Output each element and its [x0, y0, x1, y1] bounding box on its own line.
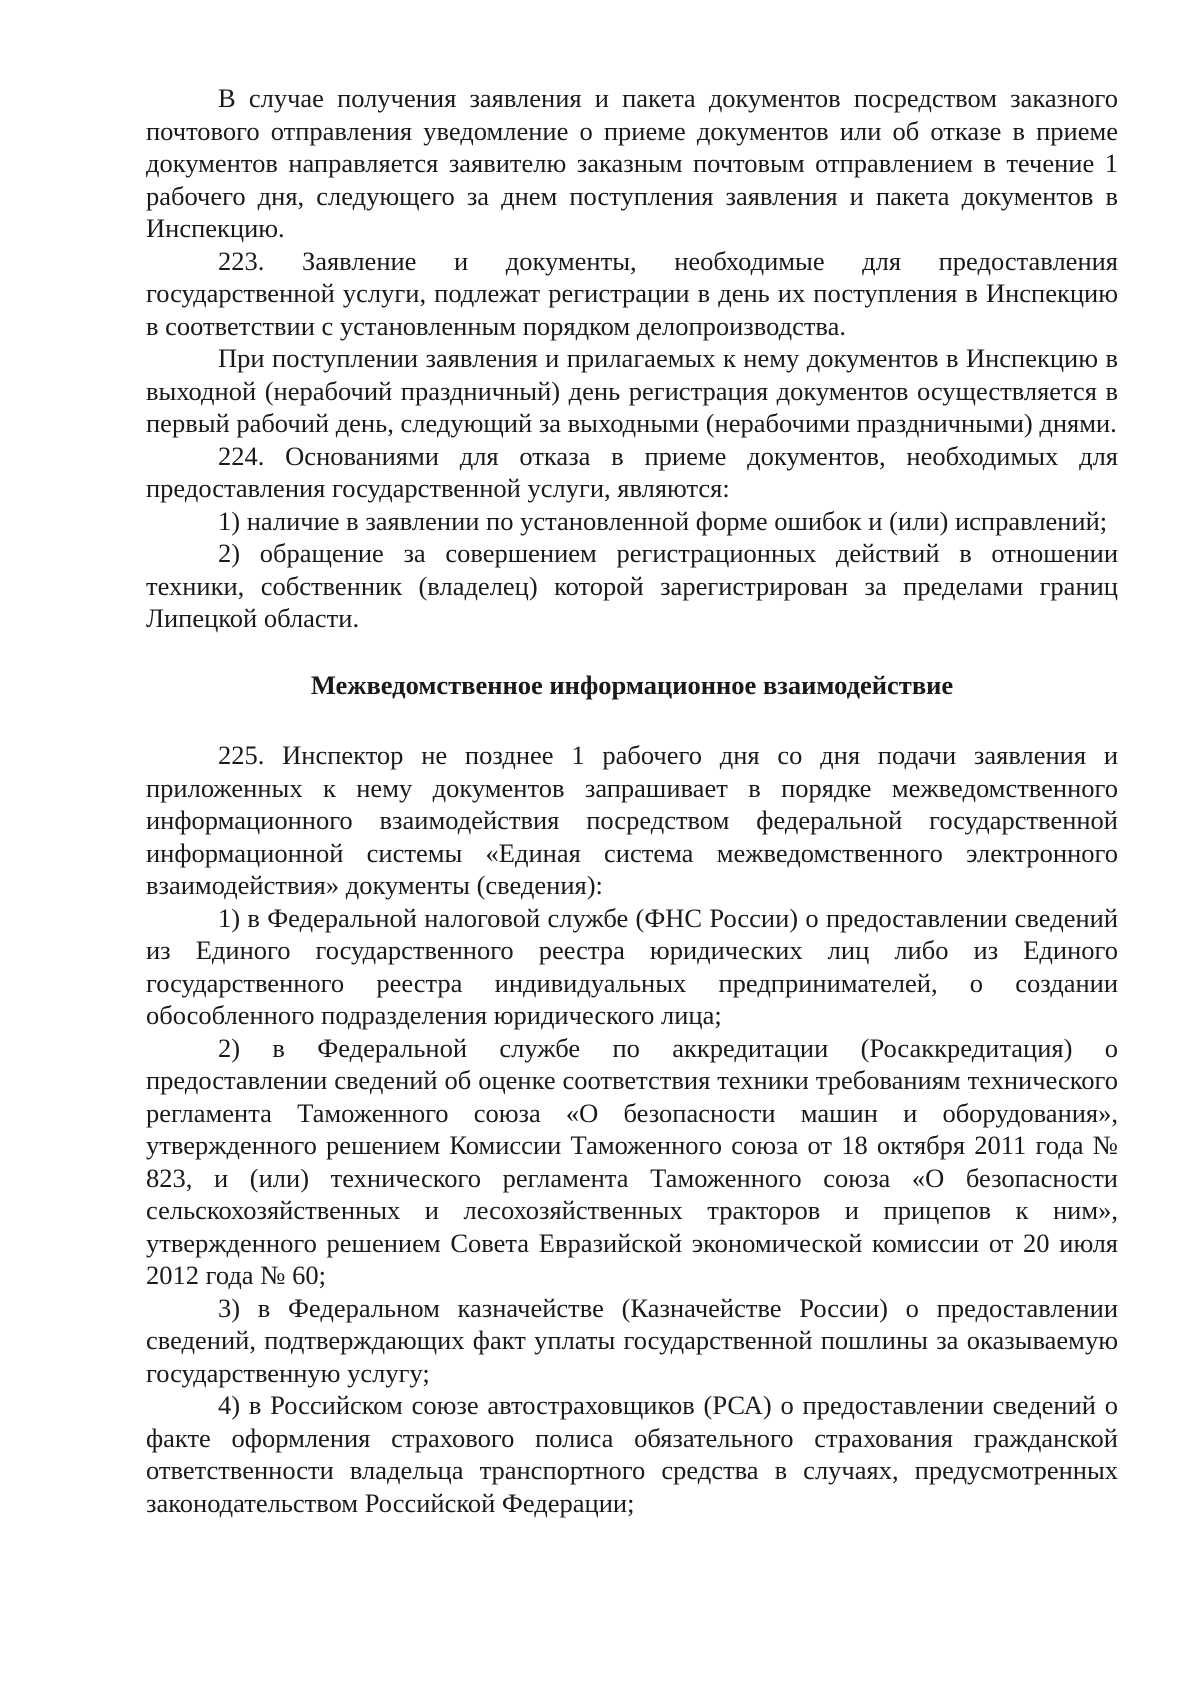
paragraph-224-item-1: 1) наличие в заявлении по установленной форме ошибок и (или) исправлений;: [218, 505, 1108, 536]
paragraph-224-item-2: 2) обращение за совершением регистрационных действий в отношении техники, собственник (владелец) которой зарегистрирован за пределами границ Липецкой области.: [146, 538, 1118, 633]
paragraph-224: 224. Основаниями для отказа в приеме документов, необходимых для предоставления государственной услуги, являются:: [146, 440, 1118, 503]
paragraph-225-item-2: 2) в Федеральной службе по аккредитации (Росаккредитация) о предоставлении сведений об оценке соответствия техники требованиям технического регламента Таможенного союза «О безопасности машин и оборудования», утвержденного решением Комиссии Таможенного союза от 18 октября 2011 года № 823, и (или) технического регламента Таможенного союза «О безопасности сельскохозяйственных и лесохозяйственных тракторов и прицепов к ним», утвержденного решением Совета Евразийской экономической комиссии от 20 июля 2012 года № 60;: [146, 1032, 1118, 1290]
paragraph-225-item-3: 3) в Федеральном казначействе (Казначействе России) о предоставлении сведений, подтверждающих факт уплаты государственной пошлины за оказываемую государственную услугу;: [146, 1292, 1118, 1388]
paragraph-225-item-1: 1) в Федеральной налоговой службе (ФНС России) о предоставлении сведений из Единого государственного реестра юридических лиц либо из Единого государственного реестра индивидуальных предпринимателей, о создании обособленного подразделения юридического лица;: [146, 902, 1118, 1030]
paragraph-223: 223. Заявление и документы, необходимые для предоставления государственной услуги, подлежат регистрации в день их поступления в Инспекцию в соответствии с установленным порядком делопроизводства.: [146, 245, 1118, 341]
paragraph-holiday-registration: При поступлении заявления и прилагаемых к нему документов в Инспекцию в выходной (нерабочий праздничный) день регистрация документов осуществляется в первый рабочий день, следующий за выходными (нерабочими праздничными) днями.: [146, 343, 1118, 438]
paragraph-notification-by-mail: В случае получения заявления и пакета документов посредством заказного почтового отправления уведомление о приеме документов или об отказе в приеме документов направляется заявителю заказным почтовым отправлением в течение 1 рабочего дня, следующего за днем поступления заявления и пакета документов в Инспекцию.: [146, 83, 1118, 243]
paragraph-225-item-4: 4) в Российском союзе автостраховщиков (РСА) о предоставлении сведений о факте оформления страхового полиса обязательного страхования гражданской ответственности владельца транспортного средства в случаях, предусмотренных законодательством Российской Федерации;: [146, 1390, 1118, 1518]
section-heading: Межведомственное информационное взаимодействие: [310, 669, 954, 700]
paragraph-225: 225. Инспектор не позднее 1 рабочего дня со дня подачи заявления и приложенных к нему документов запрашивает в порядке межведомственного информационного взаимодействия посредством федеральной государственной информационной системы «Единая система межведомственного электронного взаимодействия» документы (сведения):: [146, 740, 1118, 900]
